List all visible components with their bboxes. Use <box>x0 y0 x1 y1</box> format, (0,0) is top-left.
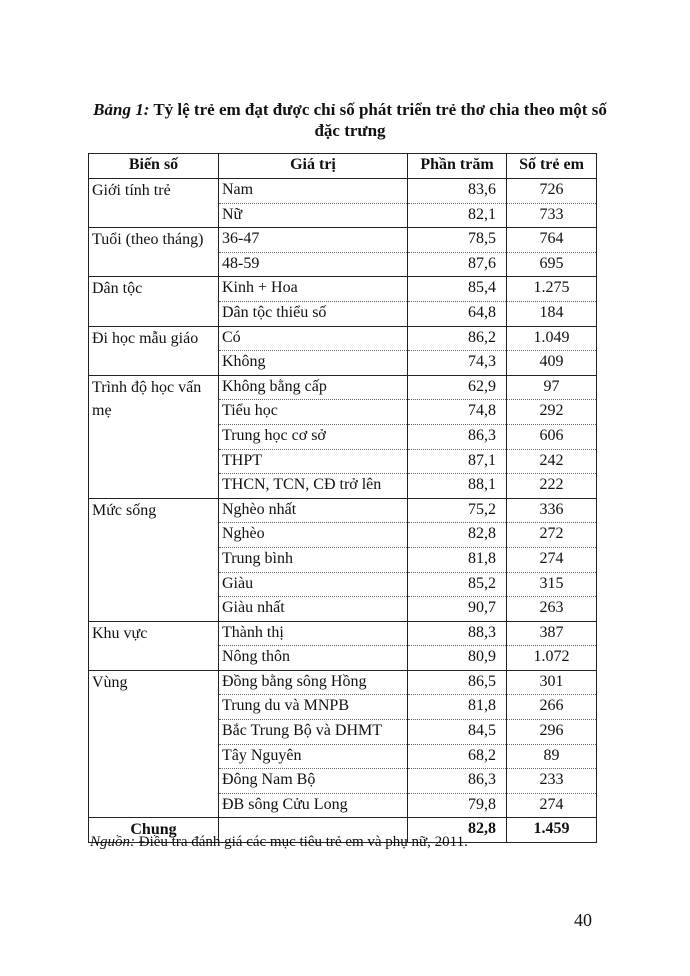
count-cell: 606 <box>507 424 597 449</box>
variable-cell: Dân tộc <box>89 277 219 326</box>
count-cell: 263 <box>507 597 597 622</box>
caption-title: Tỷ lệ trẻ em đạt được chỉ số phát triển trẻ thơ chia theo một số đặc trưng <box>153 100 607 140</box>
header-percent: Phần trăm <box>408 154 507 179</box>
table-row <box>89 179 597 204</box>
total-percent: 82,8 <box>408 818 507 843</box>
percent-cell: 86,2 <box>408 326 507 351</box>
percent-cell: 88,3 <box>408 621 507 646</box>
value-cell: Không bằng cấp <box>219 375 408 400</box>
table-row <box>89 498 597 523</box>
variable-cell: Khu vực <box>89 621 219 670</box>
count-cell: 1.049 <box>507 326 597 351</box>
value-cell: Giàu <box>219 572 408 597</box>
value-cell: Đông Nam Bộ <box>219 769 408 794</box>
value-cell: Dân tộc thiểu số <box>219 301 408 326</box>
value-cell: Trung bình <box>219 547 408 572</box>
count-cell: 274 <box>507 547 597 572</box>
count-cell: 1.275 <box>507 277 597 302</box>
count-cell: 764 <box>507 228 597 253</box>
count-cell: 315 <box>507 572 597 597</box>
count-cell: 292 <box>507 400 597 425</box>
value-cell: Nam <box>219 179 408 204</box>
value-cell: Nghèo nhất <box>219 498 408 523</box>
value-cell: THCN, TCN, CĐ trở lên <box>219 474 408 499</box>
count-cell: 222 <box>507 474 597 499</box>
header-value: Giá trị <box>219 154 408 179</box>
count-cell: 387 <box>507 621 597 646</box>
count-cell: 272 <box>507 523 597 548</box>
variable-cell: Vùng <box>89 670 219 818</box>
percent-cell: 84,5 <box>408 720 507 745</box>
count-cell: 409 <box>507 351 597 376</box>
count-cell: 336 <box>507 498 597 523</box>
count-cell: 726 <box>507 179 597 204</box>
percent-cell: 85,4 <box>408 277 507 302</box>
percent-cell: 88,1 <box>408 474 507 499</box>
table-row <box>89 621 597 646</box>
percent-cell: 82,8 <box>408 523 507 548</box>
caption-label: Bảng 1: <box>93 100 150 119</box>
variable-cell: Giới tính trẻ <box>89 179 219 228</box>
total-label: Chung <box>89 818 219 843</box>
percent-cell: 86,3 <box>408 424 507 449</box>
source-note <box>90 834 468 851</box>
value-cell: THPT <box>219 449 408 474</box>
value-cell: Nông thôn <box>219 646 408 671</box>
count-cell: 296 <box>507 720 597 745</box>
value-cell: Kinh + Hoa <box>219 277 408 302</box>
value-cell: Đồng bằng sông Hồng <box>219 670 408 695</box>
value-cell: Tiểu học <box>219 400 408 425</box>
variable-cell: Mức sống <box>89 498 219 621</box>
percent-cell: 87,6 <box>408 252 507 277</box>
header-variable: Biến số <box>89 154 219 179</box>
value-cell: Bắc Trung Bộ và DHMT <box>219 720 408 745</box>
variable-cell: Tuổi (theo tháng) <box>89 228 219 277</box>
percent-cell: 83,6 <box>408 179 507 204</box>
percent-cell: 74,3 <box>408 351 507 376</box>
count-cell: 233 <box>507 769 597 794</box>
table-row <box>89 277 597 302</box>
value-cell: Thành thị <box>219 621 408 646</box>
table-row <box>89 375 597 400</box>
variable-cell: Trình độ học vấn mẹ <box>89 375 219 498</box>
percent-cell: 79,8 <box>408 793 507 818</box>
percent-cell: 86,3 <box>408 769 507 794</box>
count-cell: 266 <box>507 695 597 720</box>
count-cell: 695 <box>507 252 597 277</box>
count-cell: 242 <box>507 449 597 474</box>
percent-cell: 78,5 <box>408 228 507 253</box>
value-cell: Có <box>219 326 408 351</box>
value-cell: Giàu nhất <box>219 597 408 622</box>
value-cell: 48-59 <box>219 252 408 277</box>
percent-cell: 81,8 <box>408 695 507 720</box>
total-count: 1.459 <box>507 818 597 843</box>
percent-cell: 82,1 <box>408 203 507 228</box>
percent-cell: 64,8 <box>408 301 507 326</box>
count-cell: 1.072 <box>507 646 597 671</box>
percent-cell: 68,2 <box>408 744 507 769</box>
percent-cell: 74,8 <box>408 400 507 425</box>
value-cell: Trung học cơ sở <box>219 424 408 449</box>
statistics-table <box>88 153 597 843</box>
table-row <box>89 670 597 695</box>
table-row <box>89 326 597 351</box>
table-row <box>89 228 597 253</box>
percent-cell: 85,2 <box>408 572 507 597</box>
count-cell: 301 <box>507 670 597 695</box>
percent-cell: 87,1 <box>408 449 507 474</box>
count-cell: 274 <box>507 793 597 818</box>
percent-cell: 86,5 <box>408 670 507 695</box>
source-label: Nguồn: <box>90 834 135 850</box>
count-cell: 97 <box>507 375 597 400</box>
value-cell: 36-47 <box>219 228 408 253</box>
percent-cell: 75,2 <box>408 498 507 523</box>
table-caption <box>80 99 620 141</box>
value-cell: ĐB sông Cửu Long <box>219 793 408 818</box>
table-header-row <box>89 154 597 179</box>
value-cell: Trung du và MNPB <box>219 695 408 720</box>
count-cell: 89 <box>507 744 597 769</box>
value-cell: Không <box>219 351 408 376</box>
header-count: Số trẻ em <box>507 154 597 179</box>
percent-cell: 80,9 <box>408 646 507 671</box>
percent-cell: 62,9 <box>408 375 507 400</box>
count-cell: 733 <box>507 203 597 228</box>
table-body <box>89 179 597 843</box>
value-cell: Nghèo <box>219 523 408 548</box>
value-cell: Tây Nguyên <box>219 744 408 769</box>
source-text: Điều tra đánh giá các mục tiêu trẻ em và phụ nữ, 2011. <box>138 834 468 850</box>
page-number: 40 <box>574 910 592 930</box>
variable-cell: Đi học mẫu giáo <box>89 326 219 375</box>
count-cell: 184 <box>507 301 597 326</box>
value-cell: Nữ <box>219 203 408 228</box>
percent-cell: 81,8 <box>408 547 507 572</box>
percent-cell: 90,7 <box>408 597 507 622</box>
